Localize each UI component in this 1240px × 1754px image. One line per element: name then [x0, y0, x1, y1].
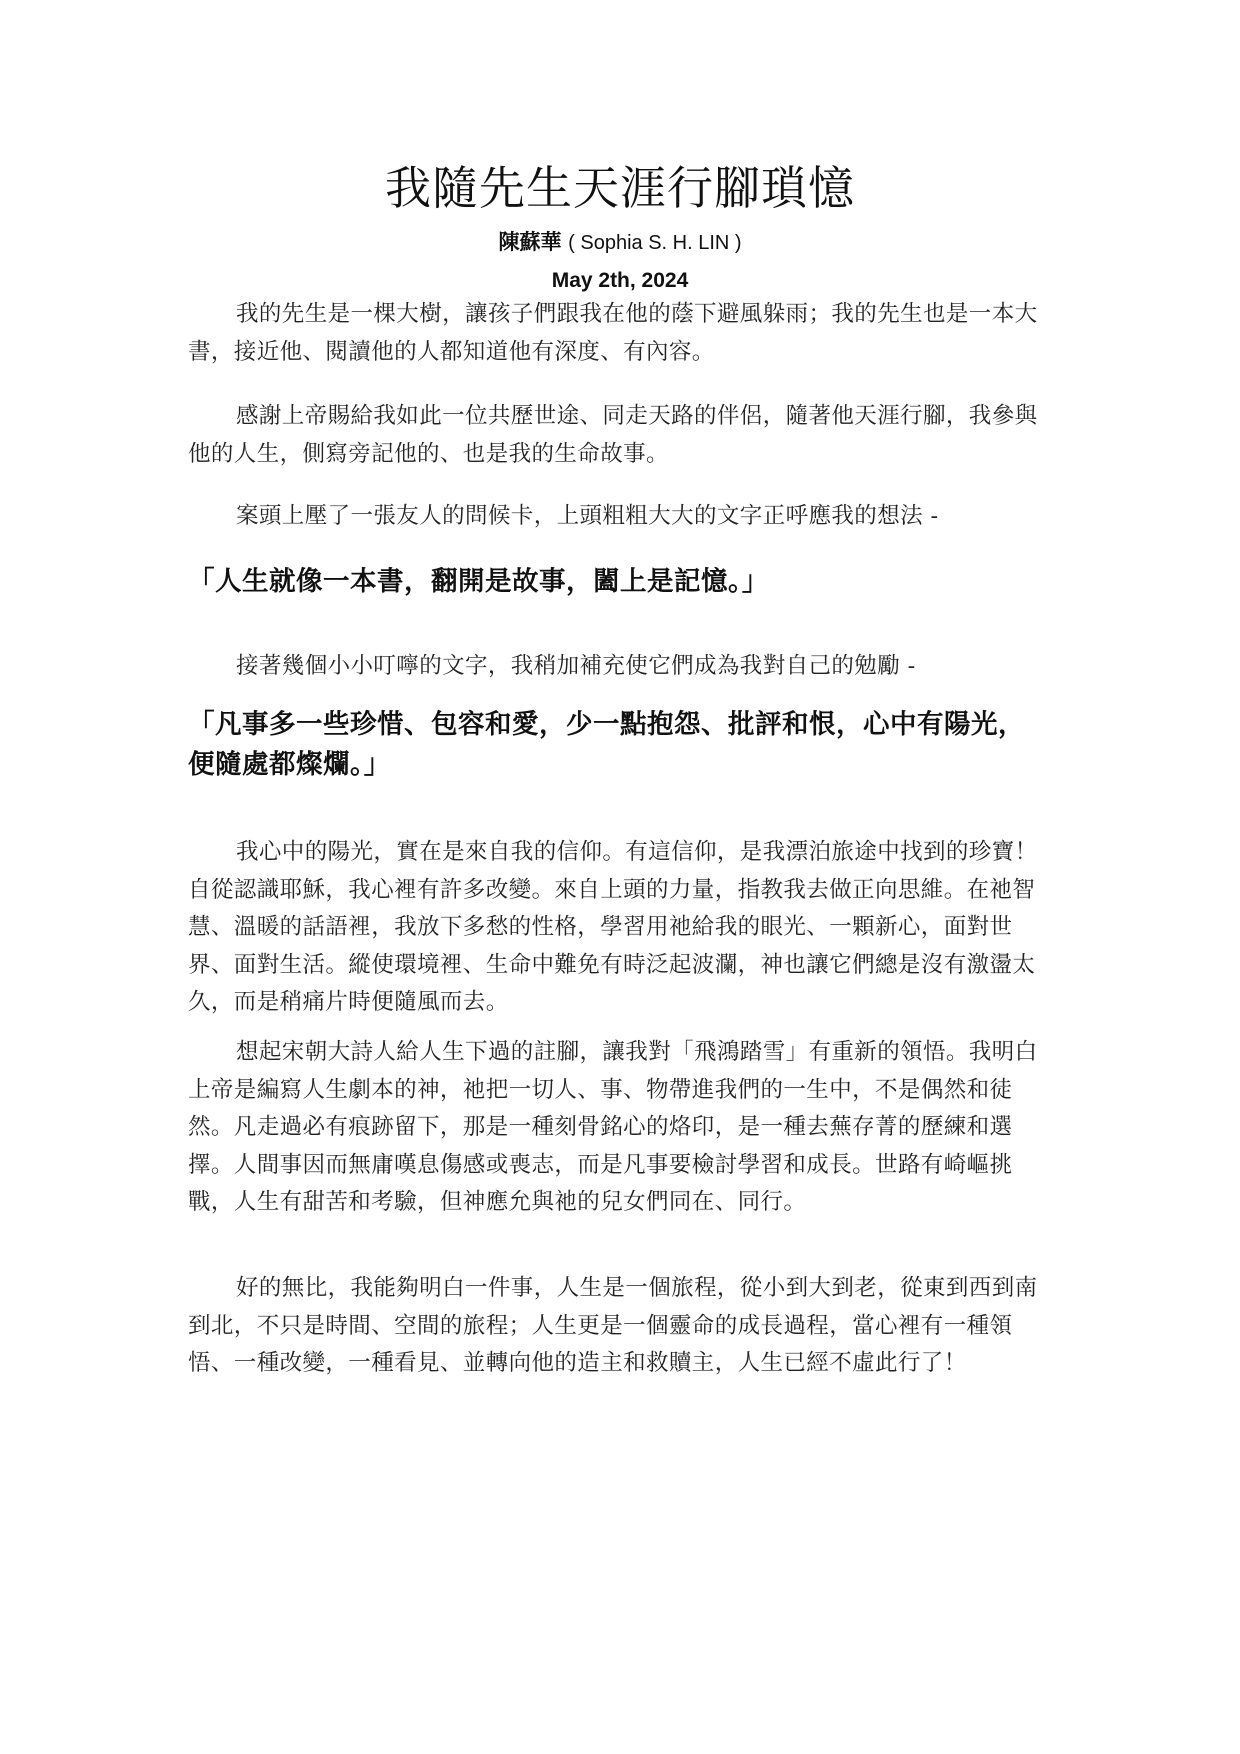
paragraph-5: 我心中的陽光，實在是來自我的信仰。有這信仰，是我漂泊旅途中找到的珍寶！自從認識耶穌，我心裡有許多改變。來自上頭的力量，指教我去做正向思維。在祂智慧、溫暖的話語裡，我放下多愁的性格，學習用祂給我的眼光、一顆新心，面對世界、面對生活。縱使環境裡、生命中難免有時泛起波瀾，神也讓它們總是沒有激盪太久，而是稍痛片時便隨風而去。 [188, 839, 1038, 1015]
document-title: 我隨先生天涯行腳瑣憶 [385, 161, 855, 215]
paragraph-6: 想起宋朝大詩人給人生下過的註腳，讓我對「飛鴻踏雪」有重新的領悟。我明白上帝是編寫人生劇本的神，祂把一切人、事、物帶進我們的一生中，不是偶然和徒然。凡走過必有痕跡留下，那是一種刻骨銘心的烙印，是一種去蕪存菁的歷練和選擇。人間事因而無庸嘆息傷感或喪志，而是凡事要檢討學習和成長。世路有崎嶇挑戰，人生有甜苦和考驗，但神應允與祂的兒女們同在、同行。 [188, 1039, 1038, 1215]
quote-1: 「人生就像一本書，翻開是故事，闔上是記憶。」 [188, 566, 769, 597]
author-name: 陳蘇華 [498, 230, 562, 254]
paragraph-4: 接著幾個小小叮嚀的文字，我稍加補充使它們成為我對自己的勉勵 - [236, 653, 916, 679]
author-english-name: ( Sophia S. H. LIN ) [568, 232, 742, 254]
paragraph-7: 好的無比，我能夠明白一件事，人生是一個旅程，從小到大到老，從東到西到南到北，不只是時間、空間的旅程；人生更是一個靈命的成長過程，當心裡有一種領悟、一種改變，一種看見、並轉向他的造主和救贖主，人生已經不虛此行了！ [188, 1275, 1038, 1376]
paragraph-2: 感謝上帝賜給我如此一位共歷世途、同走天路的伴侶，隨著他天涯行腳，我參與他的人生，側寫旁記他的、也是我的生命故事。 [188, 403, 1038, 467]
paragraph-3: 案頭上壓了一張友人的問候卡，上頭粗粗大大的文字正呼應我的想法 - [236, 503, 939, 529]
quote-2: 「凡事多一些珍惜、包容和愛，少一點抱怨、批評和恨，心中有陽光，便隨處都燦爛。」 [188, 709, 1025, 780]
author-line [0, 227, 1240, 258]
paragraph-1: 我的先生是一棵大樹，讓孩子們跟我在他的蔭下避風躲雨；我的先生也是一本大書，接近他、閱讀他的人都知道他有深度、有內容。 [188, 301, 1038, 365]
document-date: May 2th, 2024 [551, 269, 689, 292]
